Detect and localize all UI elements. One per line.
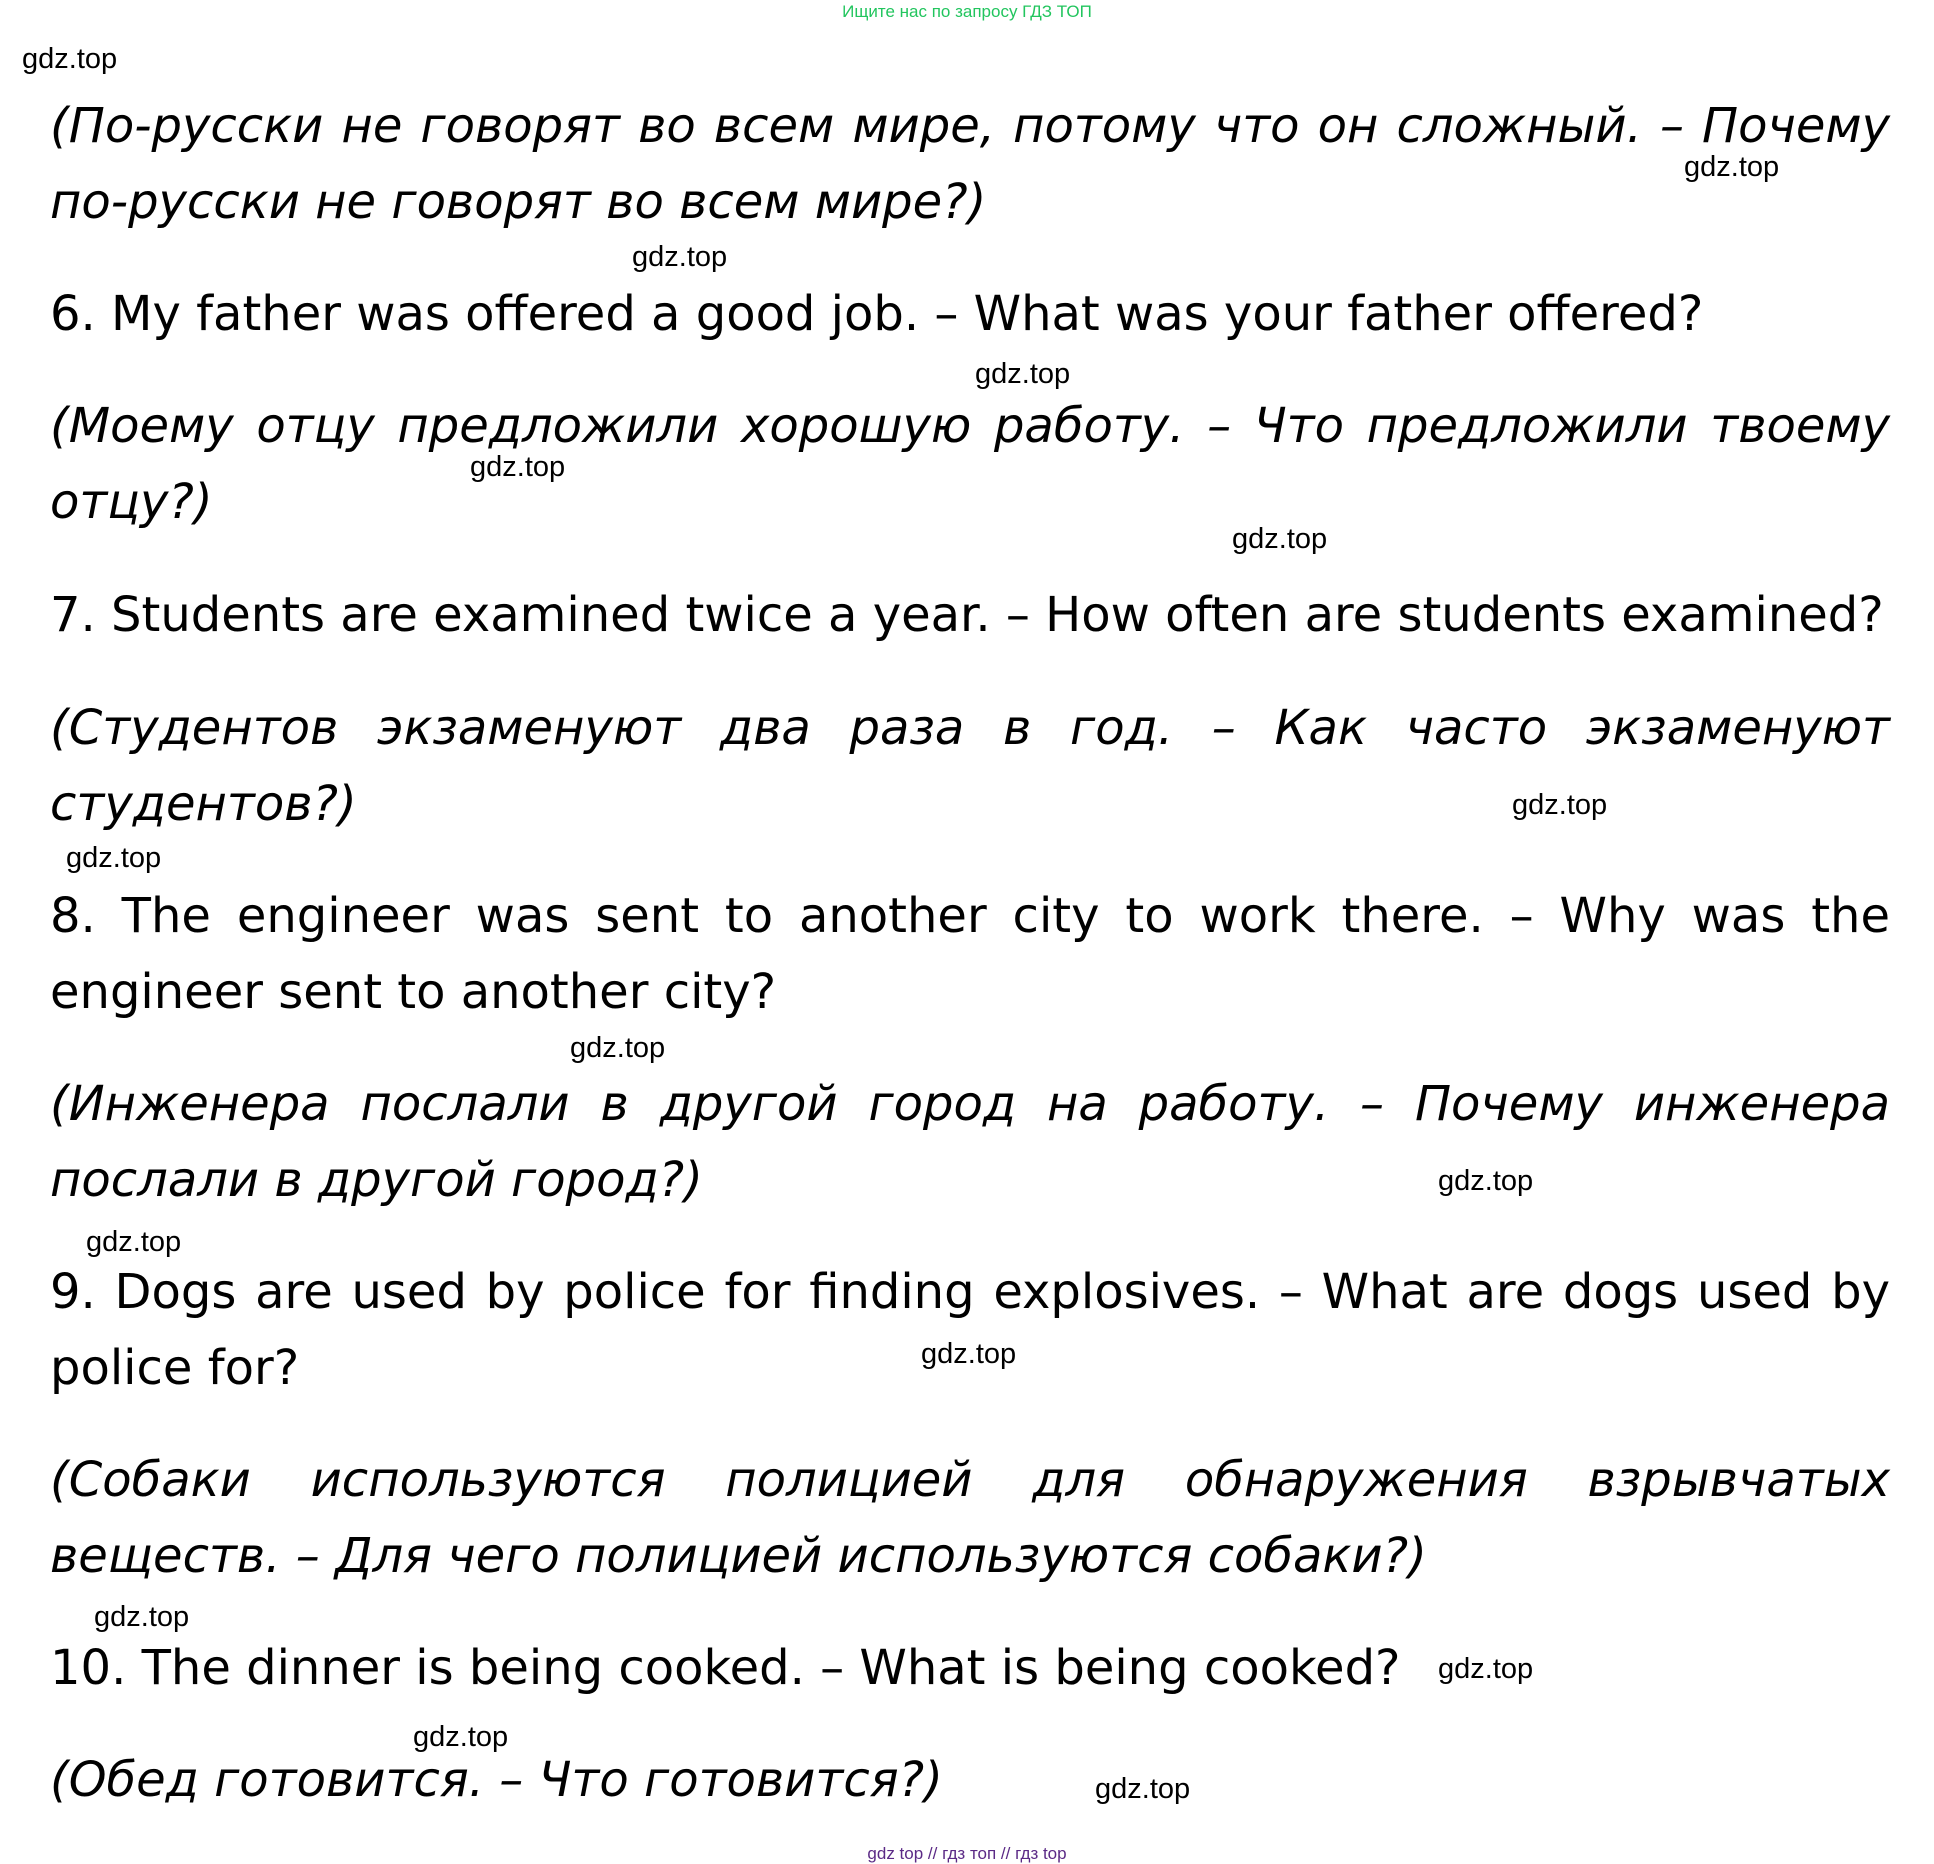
ru-translation-5-line-1: (По-русски не говорят во всем мире, потому что он сложный. – Почему [50, 98, 1890, 154]
sentence-9-line-1: 9. Dogs are used by police for finding explosives. – What are dogs used by [50, 1264, 1890, 1320]
watermark: gdz.top [1438, 1653, 1534, 1685]
watermark: gdz.top [22, 43, 118, 75]
watermark: gdz.top [1438, 1165, 1534, 1197]
watermark: gdz.top [470, 451, 566, 483]
watermark: gdz.top [94, 1601, 190, 1633]
watermark: gdz.top [86, 1226, 182, 1258]
ru-translation-6-line-1: (Моему отцу предложили хорошую работу. – Что предложили твоему [50, 398, 1890, 454]
footer-links: gdz top // гдз топ // гдз top [867, 1844, 1067, 1863]
ru-translation-9-line-1: (Собаки используются полицией для обнаружения взрывчатых [50, 1452, 1890, 1508]
ru-translation-10: (Обед готовится. – Что готовится?) [50, 1752, 943, 1808]
ru-translation-5-line-2: по-русски не говорят во всем мире?) [50, 174, 987, 230]
ru-translation-7-line-1: (Студентов экзаменуют два раза в год. – Как часто экзаменуют [50, 700, 1890, 756]
sentence-6: 6. My father was offered a good job. – What was your father offered? [50, 286, 1704, 342]
sentence-8-line-2: engineer sent to another city? [50, 964, 777, 1020]
watermark: gdz.top [1095, 1773, 1191, 1805]
sentence-9-line-2: police for? [50, 1340, 300, 1396]
sentence-10: 10. The dinner is being cooked. – What is being cooked? [50, 1640, 1401, 1696]
ru-translation-8-line-2: послали в другой город?) [50, 1152, 703, 1208]
watermark: gdz.top [570, 1032, 666, 1064]
watermark: gdz.top [413, 1721, 509, 1753]
search-banner: Ищите нас по запросу ГДЗ ТОП [842, 2, 1092, 21]
watermark: gdz.top [921, 1338, 1017, 1370]
watermark: gdz.top [1232, 523, 1328, 555]
watermark: gdz.top [1684, 151, 1780, 183]
watermark: gdz.top [632, 241, 728, 273]
sentence-7: 7. Students are examined twice a year. – How often are students examined? [50, 587, 1884, 643]
watermark: gdz.top [975, 358, 1071, 390]
ru-translation-7-line-2: студентов?) [50, 776, 357, 832]
ru-translation-9-line-2: веществ. – Для чего полицией используются собаки?) [50, 1528, 1427, 1584]
watermark: gdz.top [1512, 789, 1608, 821]
ru-translation-6-line-2: отцу?) [50, 474, 213, 530]
sentence-8-line-1: 8. The engineer was sent to another city to work there. – Why was the [50, 888, 1890, 944]
ru-translation-8-line-1: (Инженера послали в другой город на работу. – Почему инженера [50, 1076, 1890, 1132]
watermark: gdz.top [66, 842, 162, 874]
